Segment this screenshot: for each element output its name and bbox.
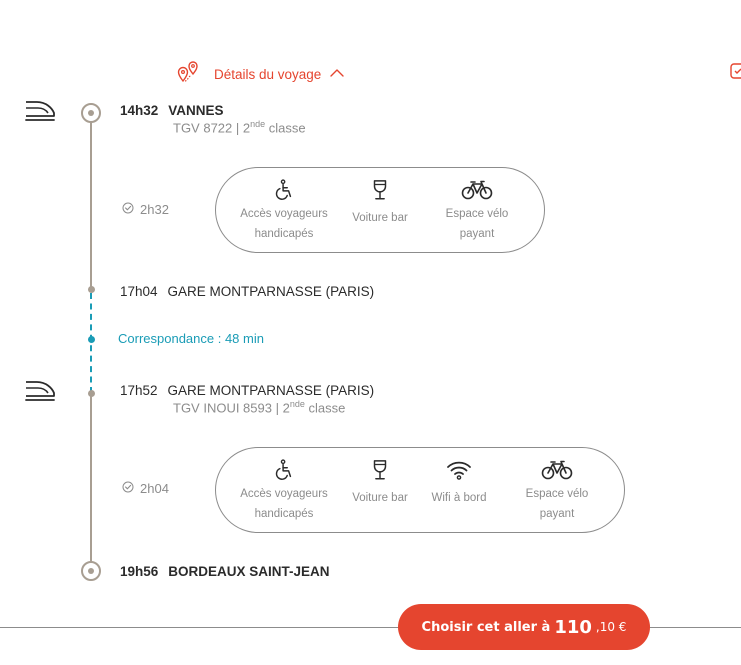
stop-marker bbox=[88, 286, 95, 293]
train-icon bbox=[24, 100, 56, 127]
segment-duration: 2h04 bbox=[122, 481, 169, 496]
clock-check-icon bbox=[122, 202, 134, 217]
arrival-station: GARE MONTPARNASSE (PARIS) bbox=[167, 284, 375, 299]
arrival-stop bbox=[120, 284, 374, 299]
train-info: TGV 8722 | 2nde classe bbox=[173, 119, 306, 136]
services-panel bbox=[215, 167, 545, 253]
service-bar: Voiture bar bbox=[332, 456, 428, 508]
train-icon bbox=[24, 380, 56, 407]
details-toggle[interactable] bbox=[176, 60, 345, 89]
arrival-time: 17h04 bbox=[120, 284, 158, 299]
departure-marker bbox=[81, 103, 101, 123]
clock-check-icon bbox=[122, 481, 134, 496]
connection-marker bbox=[88, 336, 95, 343]
departure-time: 17h52 bbox=[120, 383, 158, 398]
service-bike: Espace vélo payant bbox=[428, 176, 526, 244]
footer-divider bbox=[0, 627, 400, 628]
wine-glass-icon bbox=[369, 176, 391, 204]
services-panel bbox=[215, 447, 625, 533]
service-accessibility: Accès voyageurs handicapés bbox=[236, 456, 332, 524]
wheelchair-icon bbox=[273, 456, 295, 484]
chevron-up-icon bbox=[329, 67, 345, 82]
timeline-segment-1 bbox=[90, 113, 92, 289]
service-accessibility: Accès voyageurs handicapés bbox=[236, 176, 332, 244]
wine-glass-icon bbox=[369, 456, 391, 484]
departure-time: 14h32 bbox=[120, 103, 159, 118]
stop-marker bbox=[88, 390, 95, 397]
bicycle-icon bbox=[461, 176, 493, 204]
arrival-stop bbox=[120, 564, 330, 579]
arrival-marker bbox=[81, 561, 101, 581]
map-pins-icon bbox=[176, 60, 202, 89]
service-bike: Espace vélo payant bbox=[490, 456, 624, 524]
wifi-icon bbox=[446, 456, 472, 484]
departure-station: GARE MONTPARNASSE (PARIS) bbox=[167, 383, 375, 398]
timeline-connection bbox=[90, 293, 92, 393]
ticket-icon[interactable] bbox=[730, 62, 741, 85]
connection-label: Correspondance : 48 min bbox=[118, 331, 264, 346]
service-wifi: Wifi à bord bbox=[428, 456, 490, 508]
arrival-time: 19h56 bbox=[120, 564, 159, 579]
choose-outbound-button[interactable]: Choisir cet aller à 110 ,10 € bbox=[398, 604, 650, 650]
arrival-station: BORDEAUX SAINT-JEAN bbox=[168, 564, 330, 579]
train-info: TGV INOUI 8593 | 2nde classe bbox=[173, 399, 346, 416]
segment-duration: 2h32 bbox=[122, 202, 169, 217]
service-bar: Voiture bar bbox=[332, 176, 428, 228]
departure-station: VANNES bbox=[168, 103, 224, 118]
timeline-segment-2 bbox=[90, 393, 92, 568]
bicycle-icon bbox=[541, 456, 573, 484]
footer-divider bbox=[648, 627, 741, 628]
wheelchair-icon bbox=[273, 176, 295, 204]
departure-stop bbox=[120, 383, 374, 398]
departure-stop bbox=[120, 103, 224, 118]
details-label: Détails du voyage bbox=[214, 67, 322, 82]
